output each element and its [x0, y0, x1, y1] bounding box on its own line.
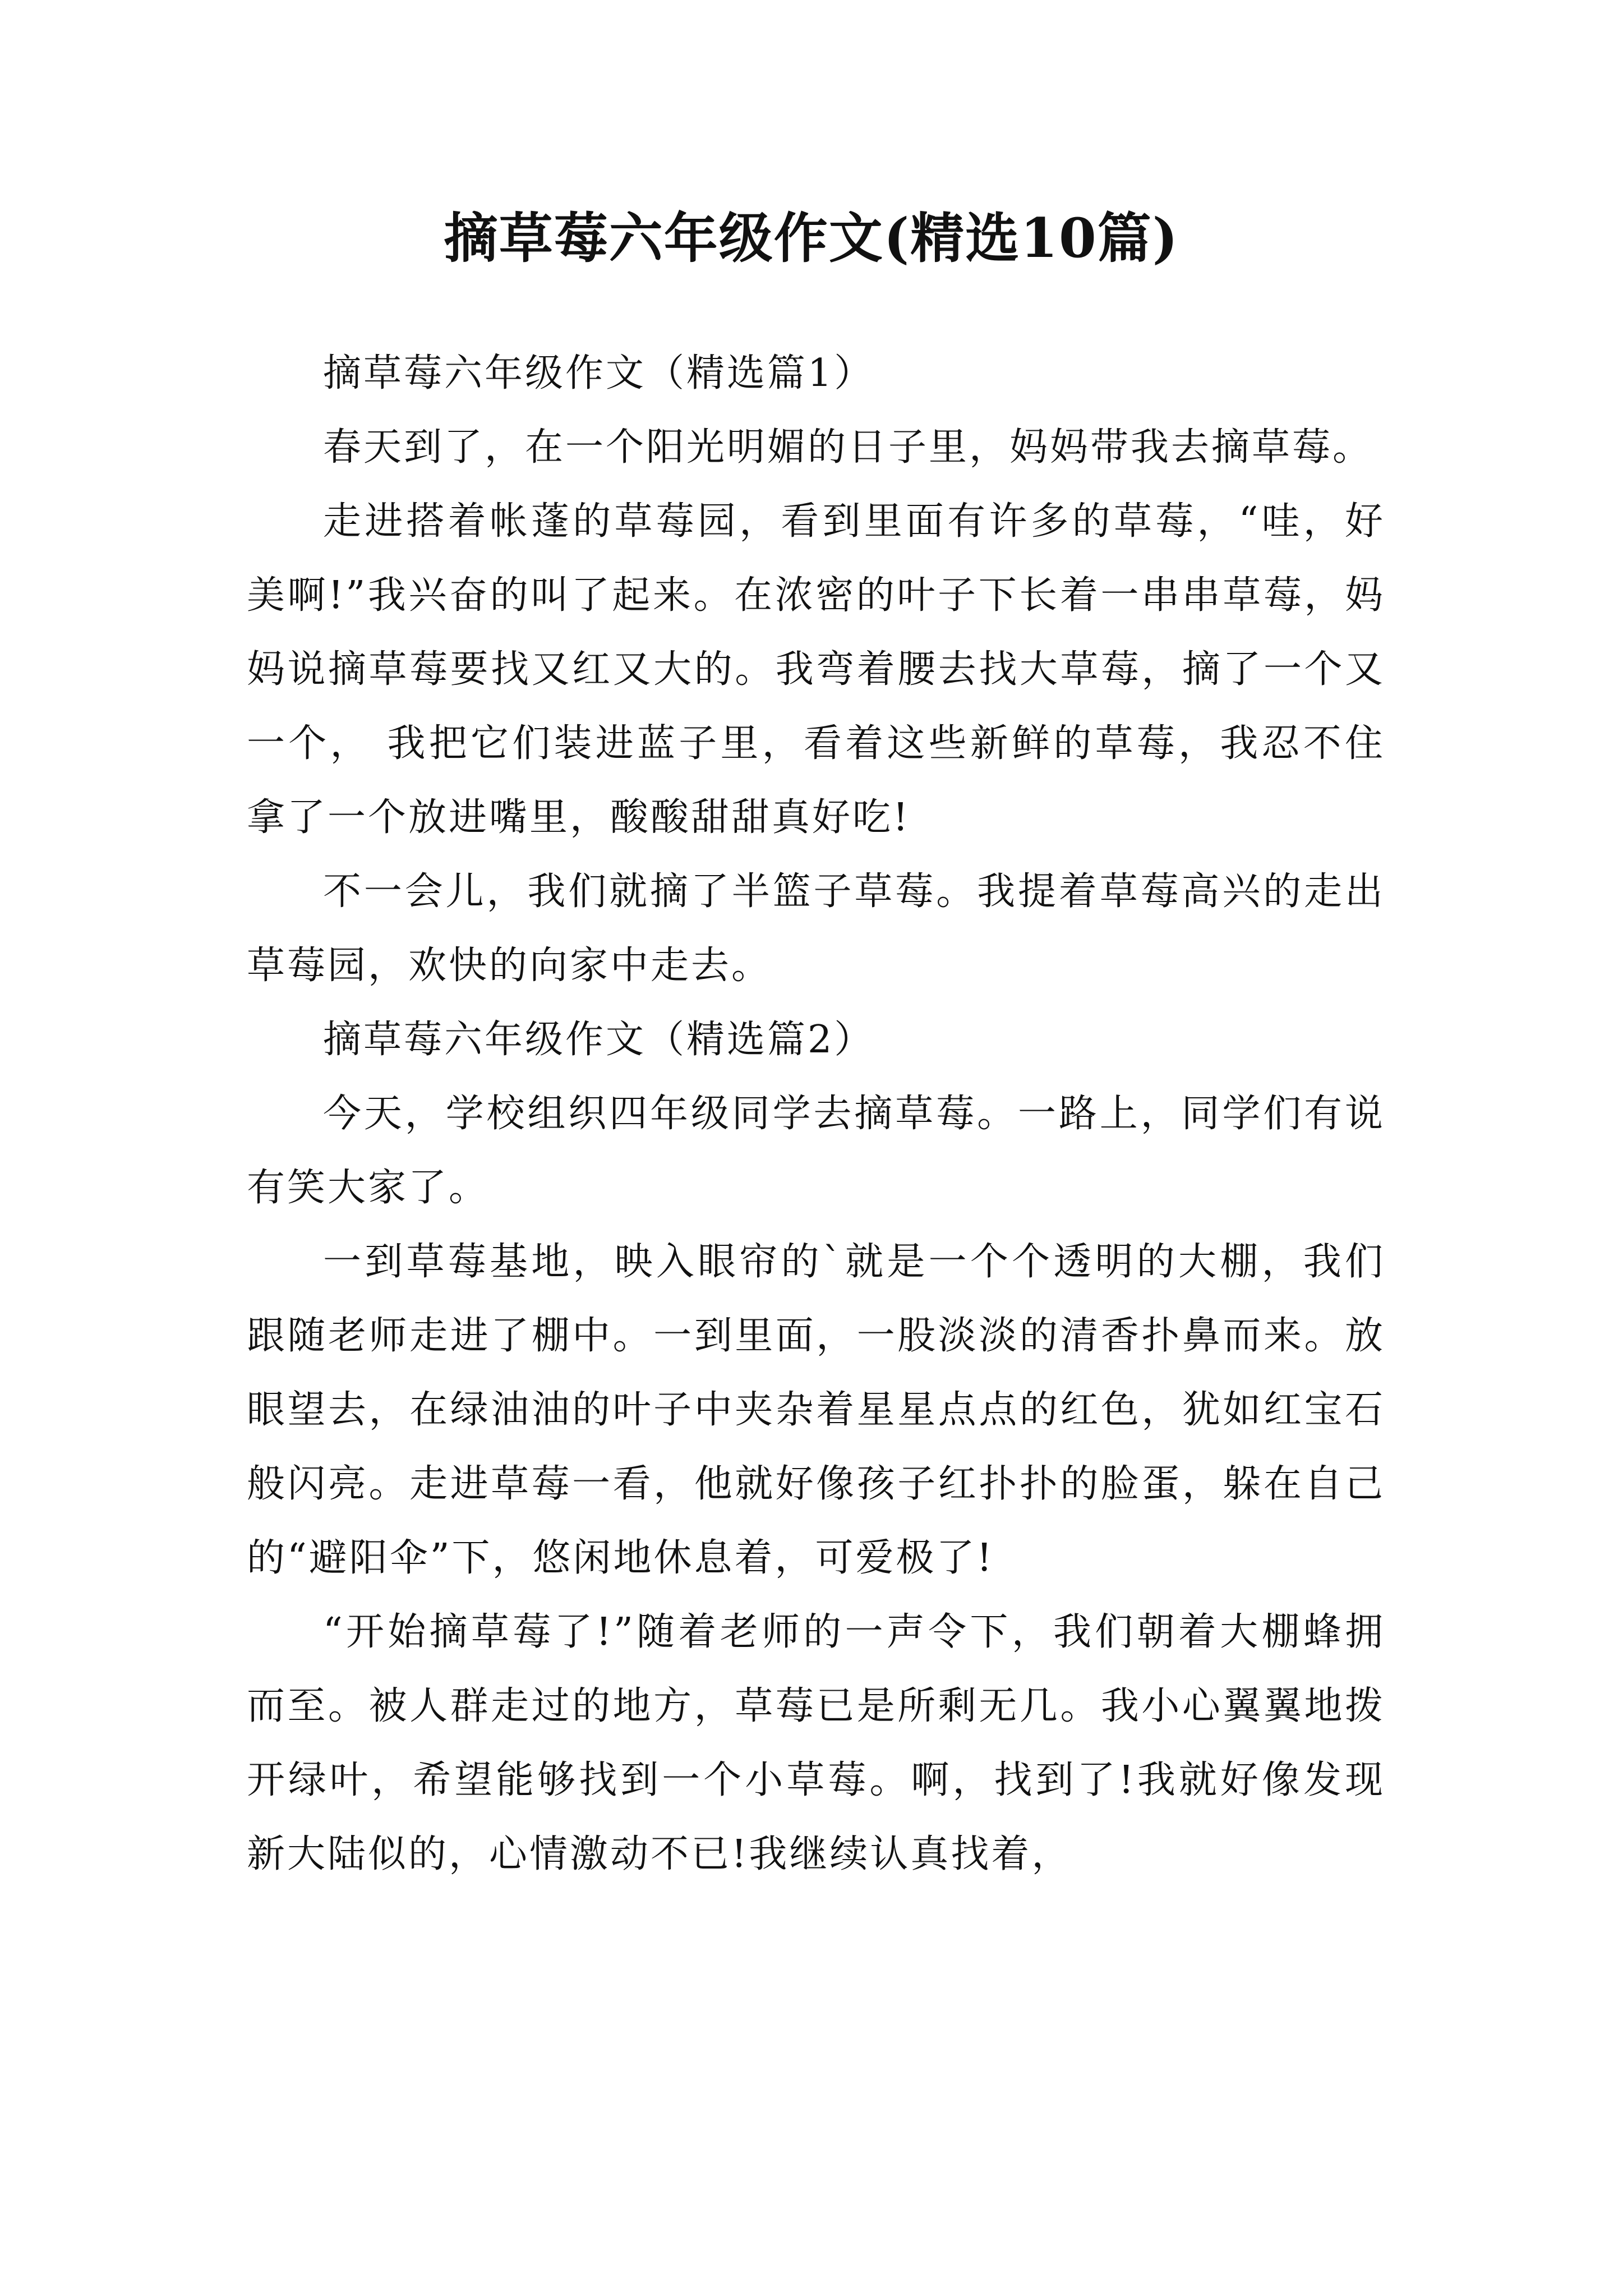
- paragraph: 春天到了，在一个阳光明媚的日子里，妈妈带我去摘草莓。: [323, 425, 1373, 470]
- document-title: 摘草莓六年级作文(精选10篇): [444, 206, 1179, 270]
- paragraph: “开始摘草莓了!”随着老师的一声令下，我们朝着大棚蜂拥而至。被人群走过的地方，草莓已是所剩无几。我小心翼翼地拨开绿叶，希望能够找到一个小草莓。啊，找到了!我就好像发现新大陆似的，心情激动不已!我继续认真找着，: [247, 1610, 1385, 1876]
- paragraph: 走进搭着帐蓬的草莓园，看到里面有许多的草莓，“哇，好美啊!”我兴奋的叫了起来。在浓密的叶子下长着一串串草莓，妈妈说摘草莓要找又红又大的。我弯着腰去找大草莓，摘了一个又一个， 我把它们装进蓝子里，看着这些新鲜的草莓，我忍不住拿了一个放进嘴里，酸酸甜甜真好吃!: [247, 499, 1385, 840]
- section-heading-2: 摘草莓六年级作文（精选篇2）: [323, 1018, 875, 1062]
- document-body: [247, 337, 1385, 1892]
- section-heading-1: 摘草莓六年级作文（精选篇1）: [323, 351, 875, 395]
- paragraph: 今天，学校组织四年级同学去摘草莓。一路上，同学们有说有笑大家了。: [247, 1092, 1385, 1210]
- paragraph: 一到草莓基地，映入眼帘的`就是一个个透明的大棚，我们跟随老师走进了棚中。一到里面，一股淡淡的清香扑鼻而来。放眼望去，在绿油油的叶子中夹杂着星星点点的红色，犹如红宝石般闪亮。走进草莓一看，他就好像孩子红扑扑的脸蛋，躲在自己的“避阳伞”下，悠闲地休息着，可爱极了!: [247, 1240, 1385, 1580]
- paragraph: 不一会儿，我们就摘了半篮子草莓。我提着草莓高兴的走出草莓园，欢快的向家中走去。: [247, 869, 1385, 988]
